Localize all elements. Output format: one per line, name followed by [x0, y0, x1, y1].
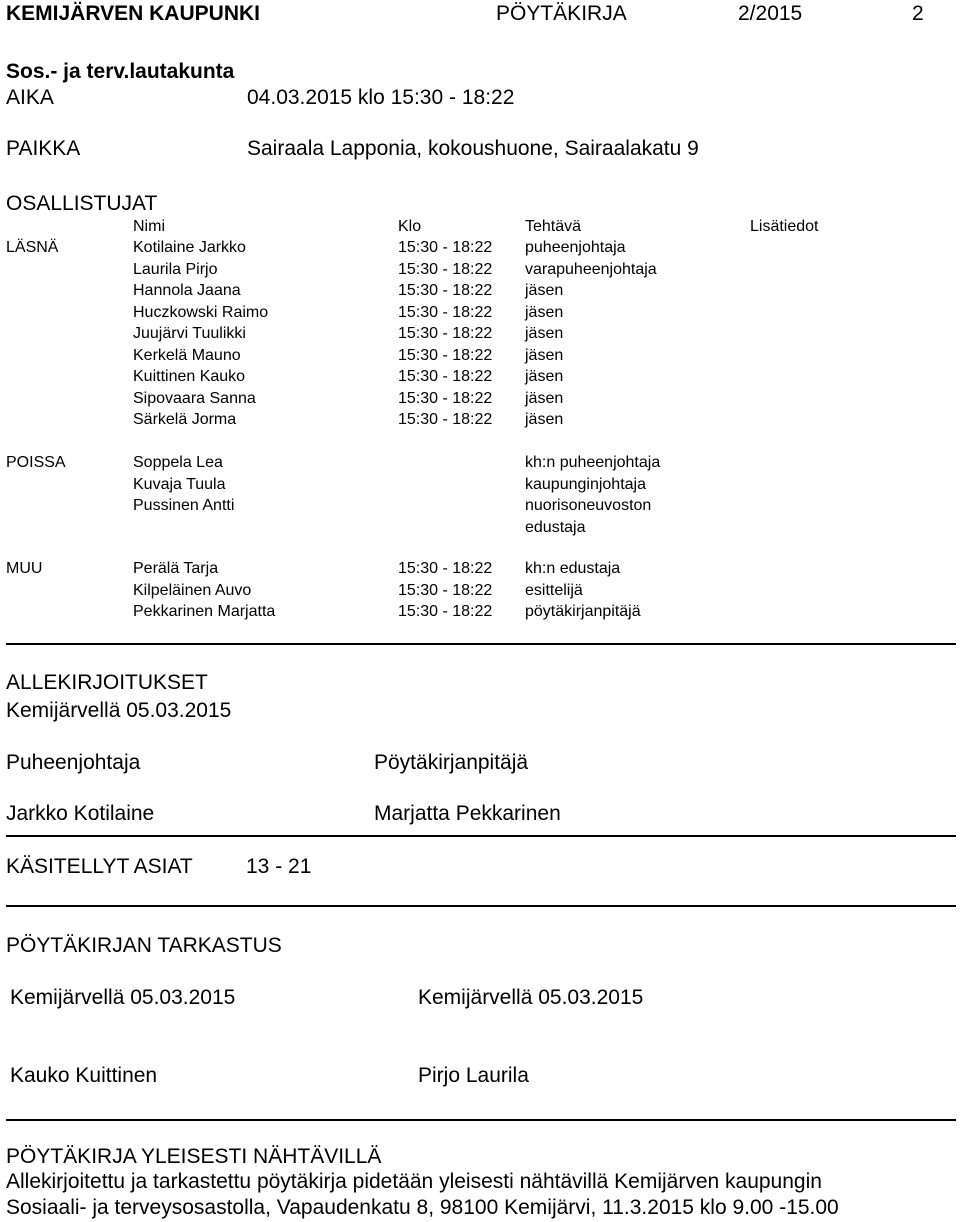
- participant-name: Särkelä Jorma: [133, 411, 237, 428]
- participant-row: [0, 411, 960, 432]
- participant-role: esittelijä: [525, 581, 583, 599]
- participant-row: [0, 497, 960, 518]
- participant-role: jäsen: [525, 303, 564, 321]
- participant-time: 15:30 - 18:22: [398, 411, 493, 428]
- participant-role: pöytäkirjanpitäjä: [525, 603, 641, 620]
- page-number: 2: [912, 2, 924, 25]
- participant-role: jäsen: [525, 282, 564, 299]
- participant-role: kaupunginjohtaja: [525, 475, 646, 493]
- participant-name: Juujärvi Tuulikki: [133, 325, 246, 342]
- participant-name: Kotilaine Jarkko: [133, 239, 246, 256]
- column-header-name: Nimi: [133, 218, 165, 235]
- section-divider: [6, 643, 956, 645]
- participant-role: jäsen: [525, 411, 564, 428]
- participant-role: kh:n edustaja: [525, 560, 621, 577]
- participant-time: 15:30 - 18:22: [398, 389, 493, 407]
- review-date-right: Kemijärvellä 05.03.2015: [418, 986, 644, 1009]
- group-label-other: MUU: [6, 560, 43, 577]
- items-label: KÄSITELLYT ASIAT: [6, 855, 193, 878]
- time-label: AIKA: [6, 86, 54, 109]
- participant-time: 15:30 - 18:22: [398, 560, 493, 577]
- review-date-left: Kemijärvellä 05.03.2015: [10, 986, 236, 1009]
- signatures-place-date: Kemijärvellä 05.03.2015: [6, 699, 232, 722]
- participant-name: Perälä Tarja: [133, 560, 219, 577]
- participant-row: [0, 304, 960, 325]
- reviewer-left: Kauko Kuittinen: [10, 1064, 158, 1087]
- participant-time: 15:30 - 18:22: [398, 282, 493, 299]
- signatures-title: ALLEKIRJOITUKSET: [6, 671, 208, 694]
- reviewer-right: Pirjo Laurila: [418, 1064, 529, 1087]
- participant-time: 15:30 - 18:22: [398, 325, 493, 342]
- participant-name: Hannola Jaana: [133, 282, 241, 299]
- participant-name: Kilpeläinen Auvo: [133, 581, 252, 599]
- place-label: PAIKKA: [6, 137, 81, 160]
- participant-time: 15:30 - 18:22: [398, 346, 493, 364]
- column-header-info: Lisätiedot: [750, 218, 819, 235]
- column-header-role: Tehtävä: [525, 218, 582, 235]
- department-name: Sos.- ja terv.lautakunta: [6, 60, 235, 83]
- participant-row: [0, 325, 960, 346]
- participant-role: jäsen: [525, 346, 564, 364]
- participant-role: edustaja: [525, 518, 586, 536]
- participant-role: jäsen: [525, 325, 564, 342]
- section-divider: [6, 835, 956, 837]
- participant-role: puheenjohtaja: [525, 239, 626, 256]
- participant-time: 15:30 - 18:22: [398, 303, 493, 321]
- participant-role: jäsen: [525, 389, 564, 407]
- participant-time: 15:30 - 18:22: [398, 603, 493, 620]
- participant-row: [0, 261, 960, 282]
- chair-name: Jarkko Kotilaine: [6, 802, 155, 825]
- participant-name: Soppela Lea: [133, 454, 223, 471]
- document-number: 2/2015: [738, 2, 803, 25]
- participants-title: OSALLISTUJAT: [6, 192, 158, 215]
- participant-row: [0, 368, 960, 389]
- participant-time: 15:30 - 18:22: [398, 239, 493, 256]
- chair-label: Puheenjohtaja: [6, 751, 141, 774]
- participant-role: varapuheenjohtaja: [525, 260, 657, 278]
- participant-time: 15:30 - 18:22: [398, 581, 493, 599]
- organization-name: KEMIJÄRVEN KAUPUNKI: [6, 2, 260, 25]
- column-header-time: Klo: [398, 218, 422, 235]
- participant-name: Kuittinen Kauko: [133, 368, 246, 385]
- secretary-name: Marjatta Pekkarinen: [374, 802, 561, 825]
- participants-column-headers: [0, 218, 960, 239]
- participant-role: jäsen: [525, 368, 564, 385]
- group-label-absent: POISSA: [6, 454, 66, 471]
- section-divider: [6, 1119, 956, 1121]
- participant-row: [0, 390, 960, 411]
- items-range: 13 - 21: [246, 855, 312, 878]
- participant-name: Huczkowski Raimo: [133, 303, 269, 321]
- participant-name: Kerkelä Mauno: [133, 346, 241, 364]
- participant-row: [0, 454, 960, 475]
- document-type: PÖYTÄKIRJA: [496, 2, 627, 25]
- participant-role: kh:n puheenjohtaja: [525, 454, 661, 471]
- review-title: PÖYTÄKIRJAN TARKASTUS: [6, 934, 282, 957]
- public-notice-title: PÖYTÄKIRJA YLEISESTI NÄHTÄVILLÄ: [6, 1145, 382, 1168]
- participant-name: Pekkarinen Marjatta: [133, 603, 276, 620]
- participant-time: 15:30 - 18:22: [398, 260, 493, 278]
- public-notice-line1: Allekirjoitettu ja tarkastettu pöytäkirja pidetään yleisesti nähtävillä Kemijärven kaupungin: [6, 1170, 822, 1193]
- time-value: 04.03.2015 klo 15:30 - 18:22: [247, 86, 515, 109]
- participant-row: [0, 582, 960, 603]
- participant-role: nuorisoneuvoston: [525, 497, 652, 514]
- participant-name: Pussinen Antti: [133, 497, 235, 514]
- public-notice-line2: Sosiaali- ja terveysosastolla, Vapaudenkatu 8, 98100 Kemijärvi, 11.3.2015 klo 9.00 -15.00: [6, 1196, 839, 1219]
- secretary-label: Pöytäkirjanpitäjä: [374, 751, 529, 774]
- group-label-present: LÄSNÄ: [6, 239, 59, 256]
- section-divider: [6, 905, 956, 907]
- participant-row: [0, 603, 960, 624]
- participant-name: Sipovaara Sanna: [133, 389, 256, 407]
- participant-row: [0, 476, 960, 497]
- participant-row: [0, 347, 960, 368]
- participant-row-continuation: [0, 519, 960, 540]
- place-value: Sairaala Lapponia, kokoushuone, Sairaalakatu 9: [247, 137, 699, 160]
- participant-time: 15:30 - 18:22: [398, 368, 493, 385]
- participant-name: Kuvaja Tuula: [133, 475, 226, 493]
- participant-row: [0, 282, 960, 303]
- participant-row: [0, 560, 960, 581]
- participant-name: Laurila Pirjo: [133, 260, 218, 278]
- participant-row: [0, 239, 960, 260]
